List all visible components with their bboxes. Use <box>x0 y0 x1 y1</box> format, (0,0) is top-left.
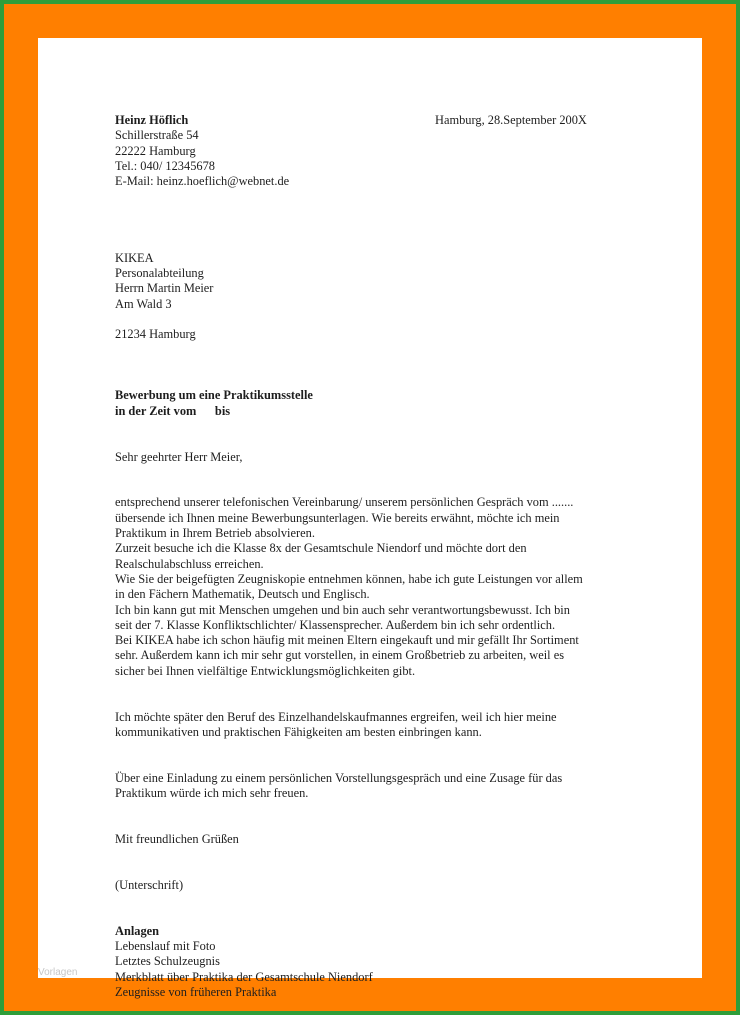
sender-email: E-Mail: heinz.hoeflich@webnet.de <box>115 174 290 189</box>
attachments-heading: Anlagen <box>115 923 160 938</box>
spacer <box>115 312 625 327</box>
body-line: sehr. Außerdem kann ich mir sehr gut vorstellen, in einem Großbetrieb zu arbeiten, weil es <box>115 648 565 663</box>
body-line: Realschulabschluss erreichen. <box>115 556 264 571</box>
spacer <box>115 342 625 388</box>
letter-date: Hamburg, 28.September 200X <box>435 113 587 127</box>
attachments-block <box>115 924 625 1000</box>
body-line: Wie Sie der beigefügten Zeugniskopie entnehmen können, habe ich gute Leistungen vor allem <box>115 571 583 586</box>
body-line: Bei KIKEA habe ich schon häufig mit meinen Eltern eingekauft und mir gefällt Ihr Sortiment <box>115 633 579 648</box>
body-line: übersende ich Ihnen meine Bewerbungsunterlagen. Wie bereits erwähnt, möchte ich mein <box>115 510 560 525</box>
spacer <box>115 801 625 832</box>
body-line: Ich bin kann gut mit Menschen umgehen und bin auch sehr verantwortungsbewusst. Ich bin <box>115 602 570 617</box>
sender-street: Schillerstraße 54 <box>115 128 199 143</box>
body-line: sicher bei Ihnen vielfältige Entwicklungsmöglichkeiten gibt. <box>115 663 416 678</box>
body-line: kommunikativen und praktischen Fähigkeiten am besten einbringen kann. <box>115 724 482 739</box>
body-line: seit der 7. Klasse Konfliktschlichter/ Klassensprecher. Außerdem bin ich sehr ordentlich. <box>115 617 556 632</box>
subject-line-1: Bewerbung um eine Praktikumsstelle <box>115 388 313 403</box>
body-paragraph-3 <box>115 771 625 802</box>
body-line: Praktikum würde ich mich sehr freuen. <box>115 786 309 801</box>
attachment-item: Lebenslauf mit Foto <box>115 939 216 954</box>
spacer <box>115 847 625 878</box>
recipient-block <box>115 251 625 343</box>
recipient-person: Herrn Martin Meier <box>115 281 214 296</box>
spacer <box>115 465 625 496</box>
body-line: Praktikum in Ihrem Betrieb absolvieren. <box>115 526 315 541</box>
letter-page <box>38 38 702 999</box>
attachment-item: Zeugnisse von früheren Praktika <box>115 984 277 999</box>
sender-phone: Tel.: 040/ 12345678 <box>115 158 215 173</box>
watermark: Vorlagen <box>38 967 78 978</box>
body-line: Ich möchte später den Beruf des Einzelhandelskaufmannes ergreifen, weil ich hier meine <box>115 709 557 724</box>
body-line: Zurzeit besuche ich die Klasse 8x der Gesamtschule Niendorf und möchte dort den <box>115 541 527 556</box>
sender-city: 22222 Hamburg <box>115 143 196 158</box>
spacer <box>115 189 625 250</box>
salutation: Sehr geehrter Herr Meier, <box>115 449 243 464</box>
attachment-item: Merkblatt über Praktika der Gesamtschule Niendorf <box>115 969 373 984</box>
recipient-company: KIKEA <box>115 250 154 265</box>
body-paragraph-2 <box>115 710 625 741</box>
sender-name: Heinz Höflich <box>115 113 189 127</box>
body-line: in den Fächern Mathematik, Deutsch und Englisch. <box>115 587 370 602</box>
recipient-department: Personalabteilung <box>115 265 204 280</box>
spacer <box>115 419 625 450</box>
subject-line-2: in der Zeit vom bis <box>115 403 231 418</box>
recipient-street: Am Wald 3 <box>115 296 172 311</box>
spacer <box>115 679 625 710</box>
body-line: entsprechend unserer telefonischen Vereinbarung/ unserem persönlichen Gespräch vom ....... <box>115 495 574 510</box>
sender-block <box>115 113 625 189</box>
spacer <box>115 740 625 771</box>
signature: (Unterschrift) <box>115 877 184 892</box>
subject-block <box>115 388 625 419</box>
letter-body <box>115 113 625 1000</box>
attachment-item: Letztes Schulzeugnis <box>115 954 220 969</box>
closing: Mit freundlichen Grüßen <box>115 831 239 846</box>
body-line: Über eine Einladung zu einem persönlichen Vorstellungsgespräch und eine Zusage für das <box>115 770 563 785</box>
spacer <box>115 893 625 924</box>
recipient-city: 21234 Hamburg <box>115 327 196 342</box>
body-paragraph-1 <box>115 495 625 679</box>
